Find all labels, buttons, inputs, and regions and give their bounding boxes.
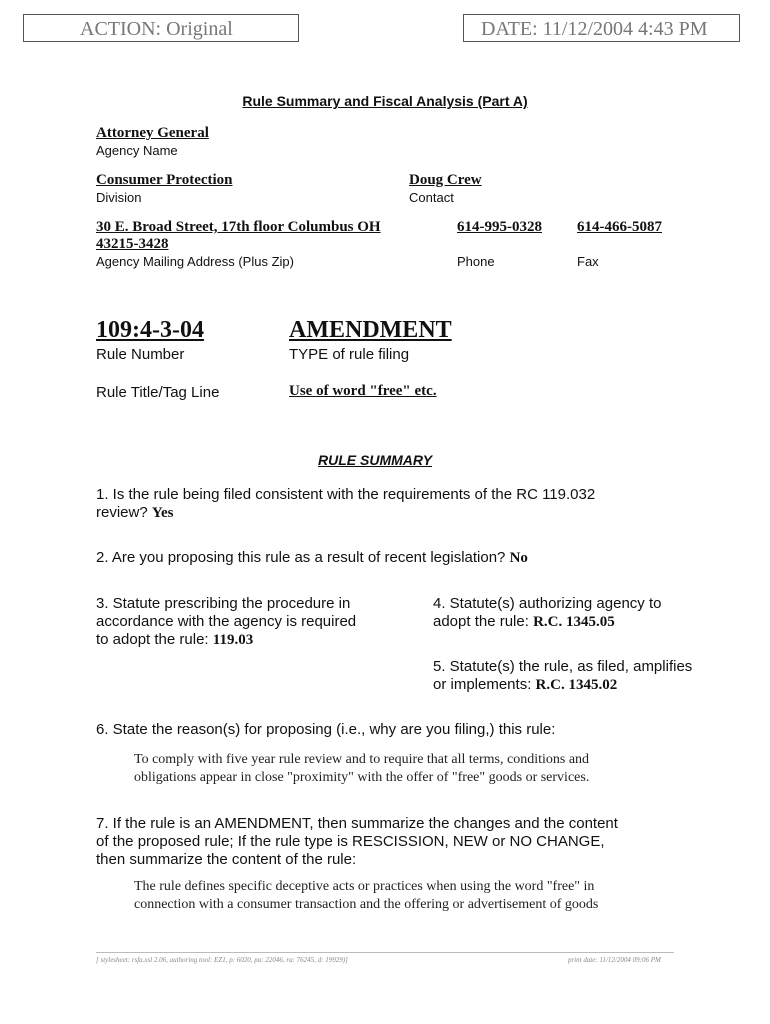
date-box: DATE: 11/12/2004 4:43 PM [463,14,740,42]
question-7-line3: then summarize the content of the rule: [96,851,357,868]
rule-title-value: Use of word "free" etc. [289,383,437,399]
question-3-answer: 119.03 [212,632,254,648]
question-3 [96,595,356,649]
question-7-line1: 7. If the rule is an AMENDMENT, then summarize the changes and the content [96,815,618,832]
question-6-answer-line2: obligations appear in close "proximity" with the offer of "free" goods or services. [134,770,590,785]
division-label: Division [96,190,142,205]
question-4-line2-row [433,613,661,631]
question-1-answer: Yes [151,505,174,521]
question-3-line1: 3. Statute prescribing the procedure in [96,595,351,612]
phone-label: Phone [457,254,495,269]
question-7 [96,815,618,869]
agency-name-value: Attorney General [96,125,209,141]
agency-name-label: Agency Name [96,143,178,158]
footer-print-date: print date: 11/12/2004 09:06 PM [568,956,661,964]
fax-value: 614-466-5087 [577,219,662,235]
filing-type-value: AMENDMENT [289,317,452,343]
rule-title-label: Rule Title/Tag Line [96,384,220,401]
question-1-line1: 1. Is the rule being filed consistent with the requirements of the RC 119.032 [96,486,596,503]
question-4-answer: R.C. 1345.05 [533,614,615,630]
question-1-line2-row [96,504,595,522]
question-5-line2-row [433,676,692,694]
phone-value: 614-995-0328 [457,219,542,235]
question-1-line2: review? [96,504,148,521]
question-4 [433,595,661,631]
question-3-line2: accordance with the agency is required [96,613,357,630]
question-5 [433,658,692,694]
rule-number-value: 109:4-3-04 [96,317,204,343]
question-7-answer-line2: connection with a consumer transaction and the offering or advertisement of goods [134,897,599,912]
filing-type-label: TYPE of rule filing [289,346,410,363]
question-5-line2: or implements: [433,676,532,693]
question-7-answer [134,878,598,914]
question-7-line2: of the proposed rule; If the rule type is RESCISSION, NEW or NO CHANGE, [96,833,605,850]
page-title: Rule Summary and Fiscal Analysis (Part A) [242,93,528,109]
question-3-line3-row [96,631,356,649]
question-3-line3: to adopt the rule: [96,631,209,648]
fax-label: Fax [577,254,599,269]
address-label: Agency Mailing Address (Plus Zip) [96,254,294,269]
question-4-line2: adopt the rule: [433,613,529,630]
question-5-answer: R.C. 1345.02 [535,677,618,693]
question-6-text: 6. State the reason(s) for proposing (i.e., why are you filing,) this rule: [96,721,556,738]
contact-value: Doug Crew [409,172,482,188]
address-line1: 30 E. Broad Street, 17th floor Columbus OH [96,219,381,235]
action-box: ACTION: Original [23,14,299,42]
address-line2: 43215-3428 [96,236,169,252]
question-2-answer: No [509,550,528,566]
question-2-text: 2. Are you proposing this rule as a result of recent legislation? [96,549,506,566]
question-1 [96,486,595,522]
question-6-answer [134,751,589,787]
rule-summary-heading: RULE SUMMARY [318,452,433,468]
question-2 [96,549,528,567]
question-6-answer-line1: To comply with five year rule review and to require that all terms, conditions and [134,752,590,767]
rule-number-label: Rule Number [96,346,185,363]
question-4-line1: 4. Statute(s) authorizing agency to [433,595,662,612]
footer-stylesheet-info: [ stylesheet: rsfa.xsl 2.06, authoring tool: EZ1, p: 6020, pa: 22046, ra: 76245, d: 19929)] [96,956,348,964]
contact-label: Contact [409,190,454,205]
question-7-answer-line1: The rule defines specific deceptive acts or practices when using the word "free" in [134,879,595,894]
question-5-line1: 5. Statute(s) the rule, as filed, amplifies [433,658,693,675]
footer-divider [96,952,674,953]
division-value: Consumer Protection [96,172,233,188]
